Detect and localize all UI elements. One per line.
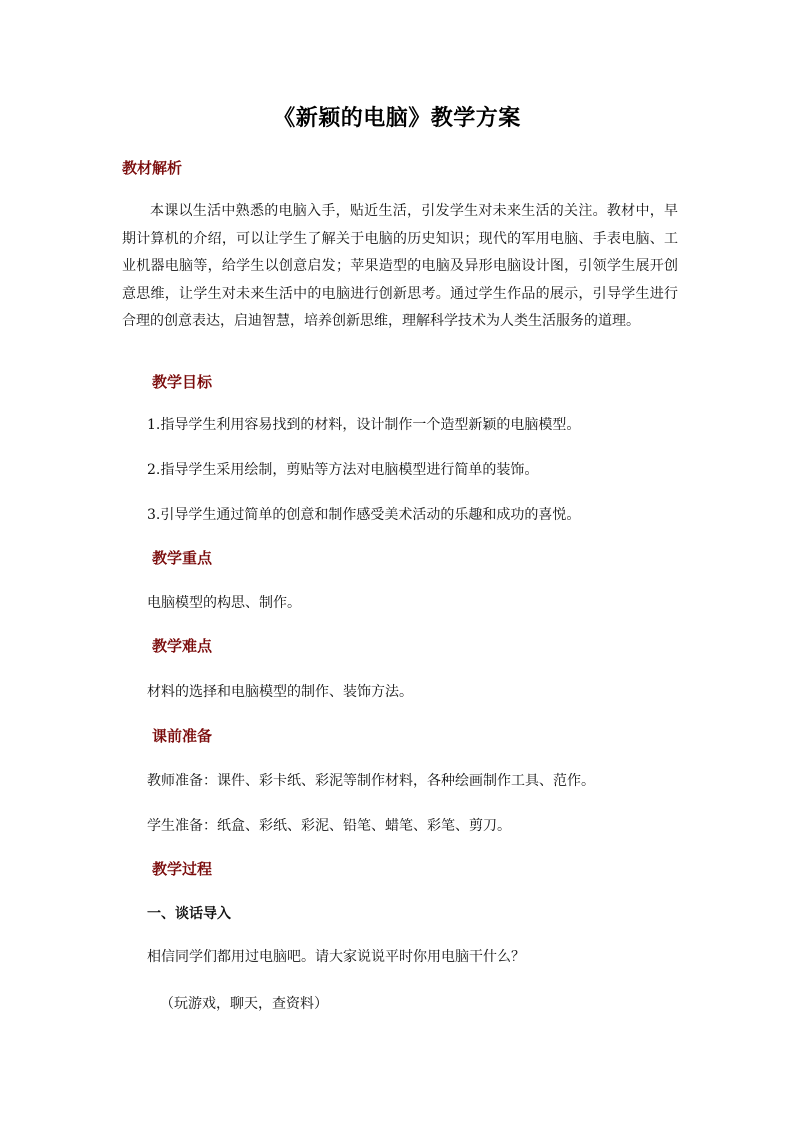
analysis-paragraph: 本课以生活中熟悉的电脑入手，贴近生活，引发学生对未来生活的关注。教材中，早期计算机的介绍，可以让学生了解关于电脑的历史知识；现代的军用电脑、手表电脑、工业机器电脑等，给学生以创意启发；苹果造型的电脑及异形电脑设计图，引领学生展开创意思维，让学生对未来生活中的电脑进行创新思考。通过学生作品的展示，引导学生进行合理的创意表达，启迪智慧，培养创新思维，理解科学技术为人类生活服务的道理。 [122, 203, 678, 329]
student-preparation: 学生准备：纸盒、彩纸、彩泥、铅笔、蜡笔、彩笔、剪刀。 [147, 818, 511, 834]
document-title: 《新颖的电脑》教学方案 [273, 105, 521, 131]
heading-objectives: 教学目标 [152, 373, 213, 391]
heading-preparation: 课前准备 [152, 727, 213, 745]
objective-item-1: 1.指导学生利用容易找到的材料，设计制作一个造型新颖的电脑模型。 [147, 417, 581, 433]
heading-key-points: 教学重点 [152, 549, 213, 567]
difficulties-text: 材料的选择和电脑模型的制作、装饰方法。 [147, 684, 413, 700]
heading-analysis: 教材解析 [122, 159, 183, 177]
objective-item-3: 3.引导学生通过简单的创意和制作感受美术活动的乐趣和成功的喜悦。 [147, 507, 581, 523]
objective-item-2: 2.指导学生采用绘制，剪贴等方法对电脑模型进行简单的装饰。 [147, 462, 539, 478]
key-points-text: 电脑模型的构思、制作。 [147, 595, 301, 611]
process-step-1-title: 一、谈话导入 [147, 906, 231, 922]
process-step-1-question: 相信同学们都用过电脑吧。请大家说说平时你用电脑干什么？ [147, 949, 525, 965]
process-step-1-answer: （玩游戏，聊天，查资料） [160, 996, 328, 1012]
teacher-preparation: 教师准备：课件、彩卡纸、彩泥等制作材料，各种绘画制作工具、范作。 [147, 773, 595, 789]
heading-process: 教学过程 [152, 860, 213, 878]
heading-difficulties: 教学难点 [152, 637, 213, 655]
